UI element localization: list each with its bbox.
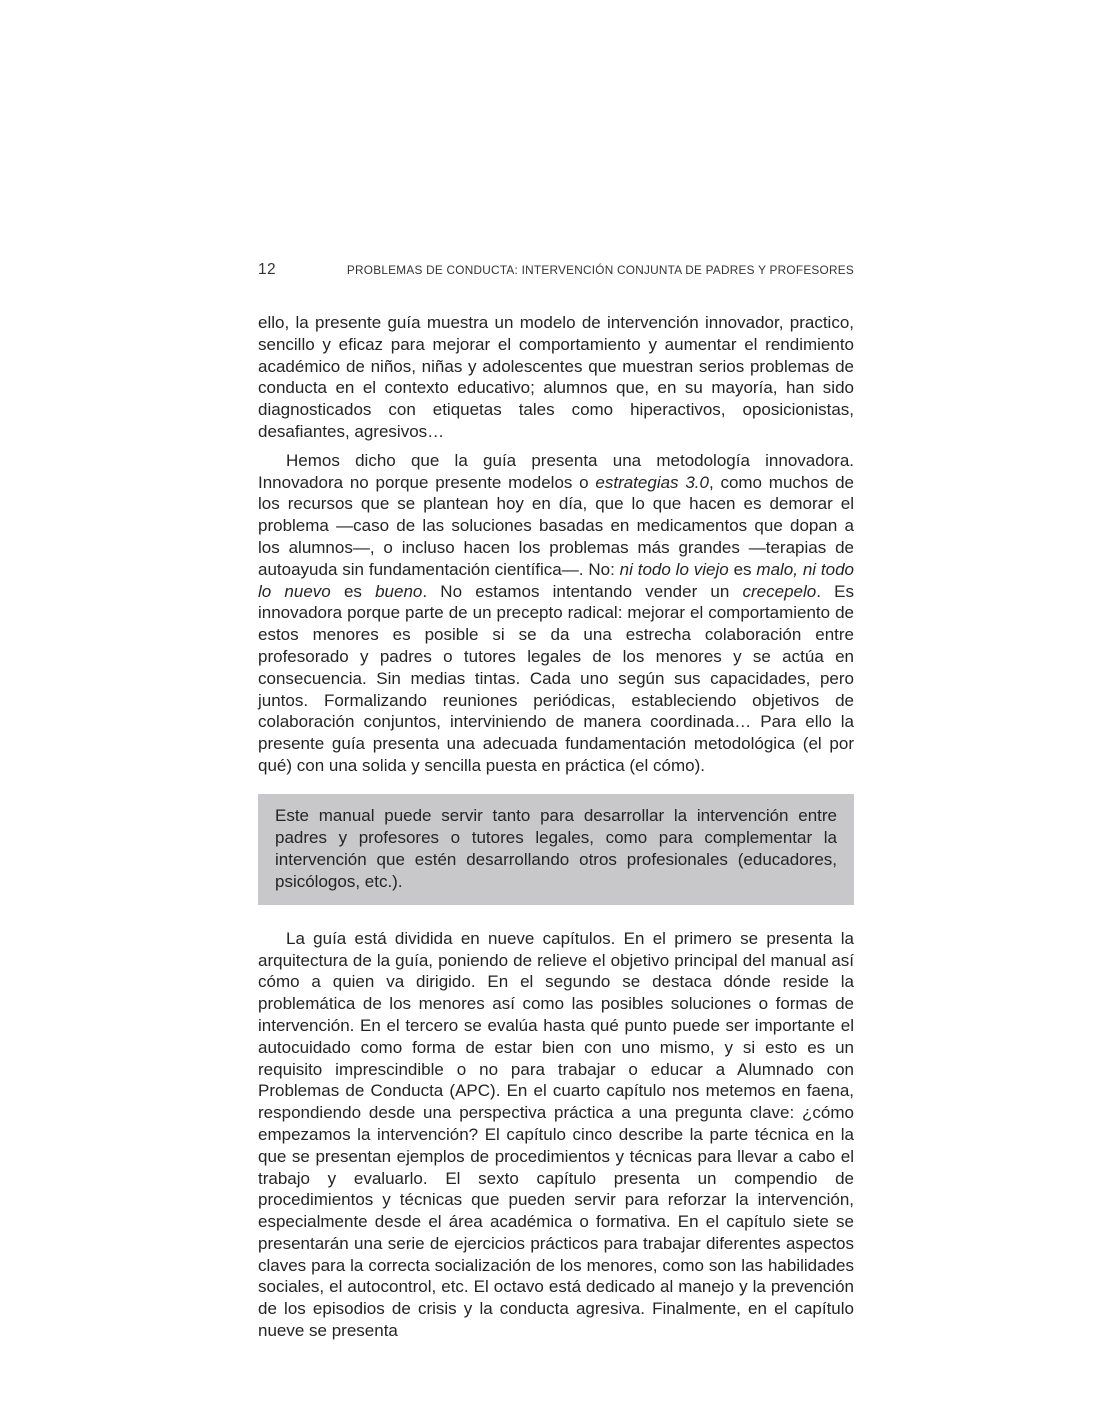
text-segment: . Es innovadora porque parte de un precepto radical: mejorar el comportamiento de estos menores es posible si se da una estrecha colaboración entre profesorado y padres o tutores legales de los menores y se actúa en consecuencia. Sin medias tintas. Cada uno según sus capacidades, pero juntos. Formalizando reuniones periódicas, estableciendo objetivos de colaboración conjuntos, interviniendo de manera coordinada… Para ello la presente guía presenta una adecuada fundamentación metodológica (el por qué) con una solida y sencilla puesta en práctica (el cómo).: [258, 581, 854, 775]
paragraph: [258, 928, 854, 1342]
text-segment: La guía está dividida en nueve capítulos. En el primero se presenta la arquitectura de la guía, poniendo de relieve el objetivo principal del manual así cómo a quien va dirigido. En el segundo se destaca dónde reside la problemática de los menores así como las posibles soluciones o formas de intervención. En el tercero se evalúa hasta qué punto puede ser importante el autocuidado como forma de estar bien con uno mismo, y si esto es un requisito imprescindible o no para trabajar o educar a Alumnado con Problemas de Conducta (APC). En el cuarto capítulo nos metemos en faena, respondiendo desde una perspectiva práctica a una pregunta clave: ¿cómo empezamos la intervención? El capítulo cinco describe la parte técnica en la que se presentan ejemplos de procedimientos y técnicas para llevar a cabo el trabajo y evaluarlo. El sexto capítulo presenta un compendio de procedimientos y técnicas que pueden servir para reforzar la intervención, especialmente desde el área académica o formativa. En el capítulo siete se presentarán una serie de ejercicios prácticos para trabajar diferentes aspectos claves para la correcta socialización de los menores, como son las habilidades sociales, el autocontrol, etc. El octavo está dedicado al manejo y la prevención de los episodios de crisis y la conducta agresiva. Finalmente, en el capítulo nueve se presenta: [258, 928, 854, 1341]
italic-text: crecepelo: [742, 581, 817, 601]
body-text: [258, 312, 854, 1342]
page-header: [258, 261, 854, 279]
text-segment: Este manual puede servir tanto para desarrollar la intervención entre padres y profesores o tutores legales, como para complementar la intervención que estén desarrollando otros profesionales (educadores, psicólogos, etc.).: [275, 805, 837, 891]
paragraph: [258, 312, 854, 443]
callout-box: [258, 794, 854, 905]
text-segment: es: [728, 559, 757, 579]
italic-text: estrategias 3.0: [595, 472, 709, 492]
italic-text: ni todo lo viejo: [619, 559, 729, 579]
text-column: [258, 261, 854, 1342]
page-number: 12: [258, 261, 277, 278]
italic-text: malo, ni todo lo nuevo: [258, 559, 855, 601]
paragraph: [258, 450, 854, 777]
running-title: PROBLEMAS DE CONDUCTA: INTERVENCIÓN CONJUNTA DE PADRES Y PROFESORES: [346, 263, 854, 277]
text-segment: Hemos dicho que la guía presenta una metodología innovadora. Innovadora no porque presente modelos o: [258, 450, 854, 492]
text-segment: , como muchos de los recursos que se plantean hoy en día, que lo que hacen es demorar el problema —caso de las soluciones basadas en medicamentos que dopan a los alumnos—, o incluso hacen los problemas más grandes —terapias de autoayuda sin fundamentación científica—. No:: [258, 472, 854, 579]
italic-text: bueno: [375, 581, 423, 601]
text-segment: ello, la presente guía muestra un modelo de intervención innovador, practico, sencillo y eficaz para mejorar el comportamiento y aumentar el rendimiento académico de niños, niñas y adolescentes que muestran serios problemas de conducta en el contexto educativo; alumnos que, en su mayoría, han sido diagnosticados con etiquetas tales como hiperactivos, oposicionistas, desafiantes, agresivos…: [258, 313, 854, 441]
text-segment: . No estamos intentando vender un: [422, 581, 743, 601]
text-segment: es: [330, 581, 376, 601]
